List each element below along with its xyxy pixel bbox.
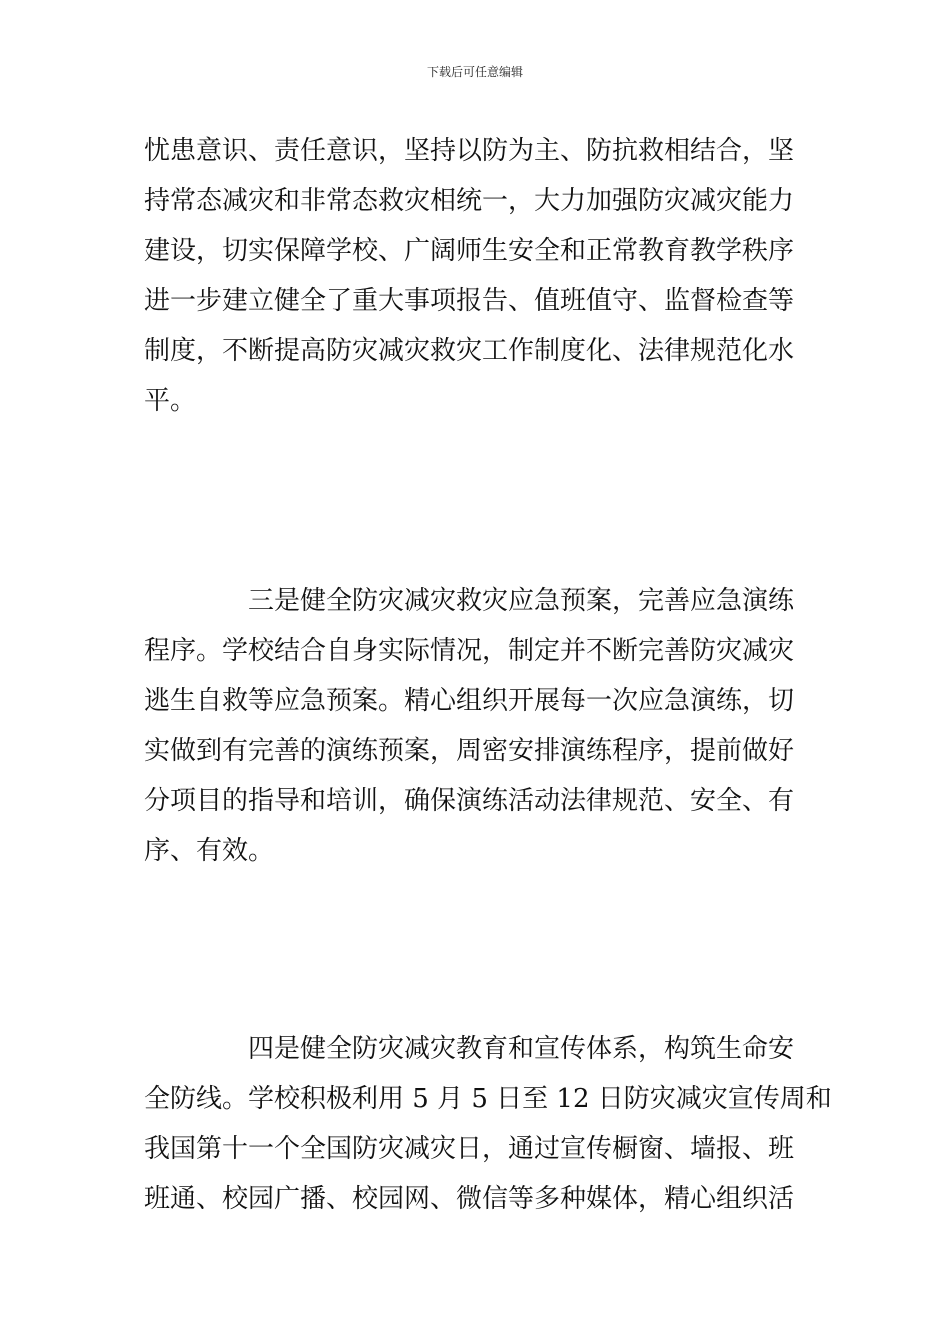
text-line: 实做到有完善的演练预案，周密安排演练程序，提前做好 (144, 736, 795, 766)
text-line: 进一步建立健全了重大事项报告、值班值守、监督检查等 (144, 286, 795, 316)
text-line: 建设，切实保障学校、广阔师生安全和正常教育教学秩序 (144, 236, 795, 266)
text-line: 持常态减灾和非常态救灾相统一，大力加强防灾减灾能力 (144, 186, 795, 216)
text-line: 全防线。学校积极利用 5 月 5 日至 12 日防灾减灾宣传周和 (144, 1084, 832, 1114)
page-header: 下载后可任意编辑 (426, 65, 523, 79)
text-line: 四是健全防灾减灾教育和宣传体系，构筑生命安 (248, 1034, 795, 1064)
text-line: 班通、校园广播、校园网、微信等多种媒体，精心组织活 (144, 1184, 795, 1214)
text-line: 逃生自救等应急预案。精心组织开展每一次应急演练，切 (144, 686, 795, 716)
text-line: 我国第十一个全国防灾减灾日，通过宣传橱窗、墙报、班 (144, 1134, 795, 1164)
paragraph-3 (144, 1024, 832, 1224)
text-line: 分项目的指导和培训，确保演练活动法律规范、安全、有 (144, 786, 795, 816)
text-line: 三是健全防灾减灾救灾应急预案，完善应急演练 (248, 586, 795, 616)
text-line: 平。 (144, 386, 197, 416)
paragraph-2 (144, 576, 806, 876)
text-line: 序、有效。 (144, 836, 275, 866)
text-line: 制度，不断提高防灾减灾救灾工作制度化、法律规范化水 (144, 336, 795, 366)
paragraph-1 (144, 126, 806, 426)
text-line: 忧患意识、责任意识，坚持以防为主、防抗救相结合，坚 (144, 136, 795, 166)
text-line: 程序。学校结合自身实际情况，制定并不断完善防灾减灾 (144, 636, 795, 666)
